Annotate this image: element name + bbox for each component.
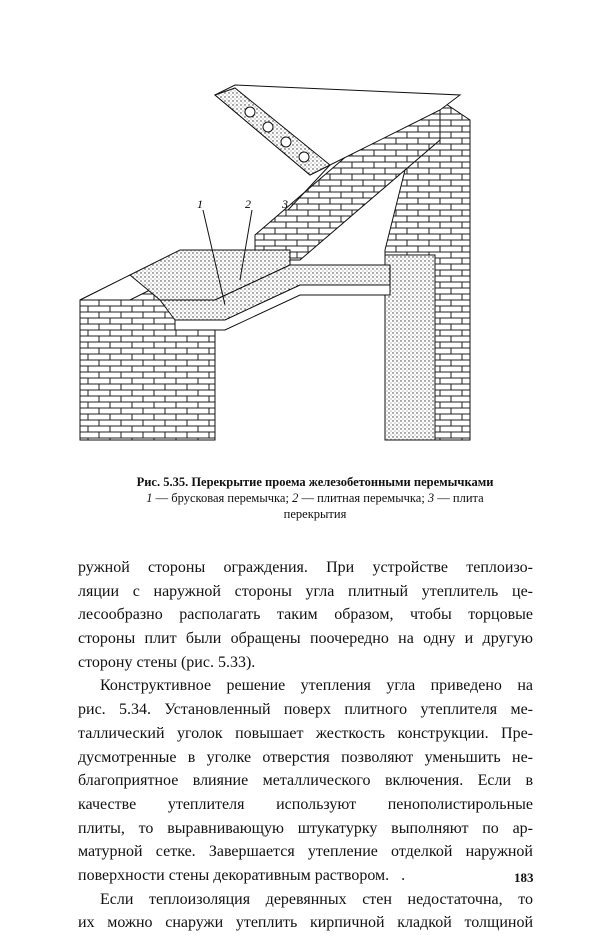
text-line: ляции с наружной стороны угла плитный утеплитель це- bbox=[78, 582, 533, 600]
text-line: качестве утеплителя используют пенополистирольные bbox=[78, 795, 533, 813]
legend-text: — брусковая перемычка; bbox=[152, 491, 293, 505]
figure-label-2: 2 bbox=[245, 197, 251, 211]
text-line: сторону стены (рис. 5.33). bbox=[78, 653, 256, 671]
legend-num: 3 bbox=[427, 491, 435, 505]
text-line: дусмотренные в уголке отверстия позволяют уменьшить не- bbox=[78, 748, 533, 766]
text-line: Если теплоизоляция деревянных стен недостаточна, то bbox=[100, 890, 533, 908]
text-line: благоприятное влияние металлического включения. Если в bbox=[78, 772, 533, 790]
text-line: матурной сетке. Завершается утепление отделкой наружной bbox=[78, 843, 533, 861]
text-line: таллический уголок повышает жесткость конструкции. Пре- bbox=[78, 724, 533, 742]
text-line: ружной стороны ограждения. При устройстве теплоизо- bbox=[78, 559, 533, 576]
text-line: лесообразно располагать таким образом, чтобы торцовые bbox=[78, 606, 533, 624]
figure-caption bbox=[100, 474, 530, 522]
legend-text: — плита bbox=[434, 491, 484, 505]
text-line: стороны плит были обращены поочередно на одну и другую bbox=[78, 630, 533, 648]
page-number: 183 bbox=[514, 870, 534, 885]
text-line: рис. 5.34. Установленный поверх плитного утеплителя ме- bbox=[78, 701, 533, 719]
caption-legend bbox=[100, 490, 530, 506]
text-line: поверхности стены декоративным раствором. . bbox=[78, 866, 406, 884]
figure-label-1: 1 bbox=[197, 197, 203, 211]
caption-title: Рис. 5.35. Перекрытие проема железобетонными перемычками bbox=[136, 475, 494, 489]
legend-text: — плитная перемычка; bbox=[298, 491, 428, 505]
caption-tail: перекрытия bbox=[283, 507, 347, 521]
legend-num: 1 bbox=[146, 491, 153, 505]
legend-num: 2 bbox=[292, 491, 299, 505]
text-line: Конструктивное решение утепления угла приведено на bbox=[100, 677, 533, 695]
text-line: их можно снаружи утеплить кирпичной кладкой толщиной bbox=[78, 914, 533, 932]
figure-label-3: 3 bbox=[282, 197, 288, 211]
text-line: плиты, то выравнивающую штукатурку выполняют по ар- bbox=[78, 819, 533, 837]
body-text bbox=[78, 556, 533, 935]
